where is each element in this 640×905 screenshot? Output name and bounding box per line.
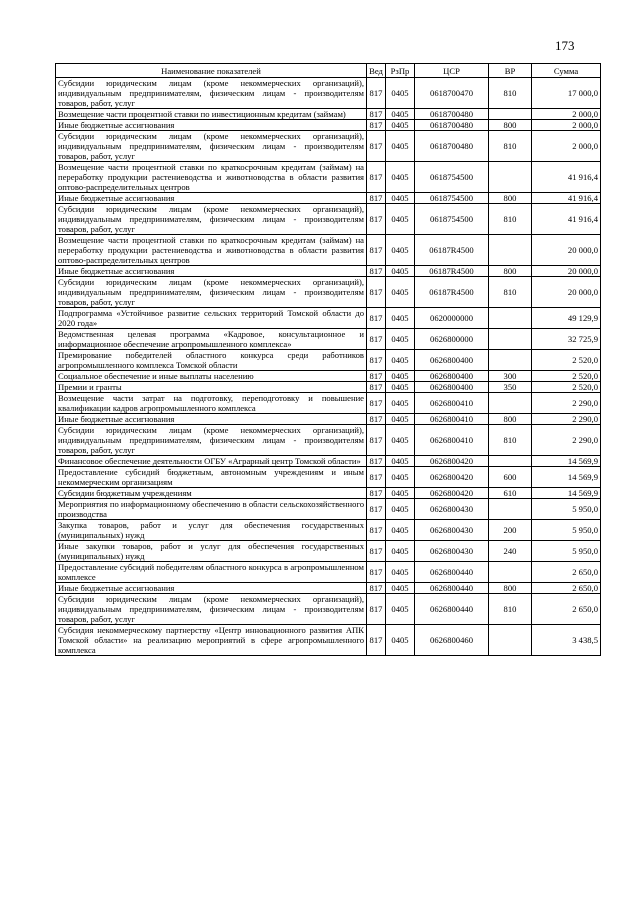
row-sum: 14 569,9 <box>532 467 601 488</box>
row-vr <box>489 393 532 414</box>
table-row <box>56 562 601 583</box>
row-csr: 0626800400 <box>415 382 489 393</box>
row-rzpr: 0405 <box>386 594 415 625</box>
row-name: Возмещение части процентной ставки по краткосрочным кредитам (займам) на переработку продукции растениеводства и животноводства в области развития оптово-распределительных центров <box>56 235 367 266</box>
row-ved: 817 <box>367 266 386 277</box>
row-sum: 5 950,0 <box>532 541 601 562</box>
row-ved: 817 <box>367 235 386 266</box>
row-name: Субсидии юридическим лицам (кроме некоммерческих организаций), индивидуальным предпринимателям, физическим лицам - производителям товаров, работ, услуг <box>56 131 367 162</box>
row-ved: 817 <box>367 371 386 382</box>
row-ved: 817 <box>367 562 386 583</box>
row-csr: 0626800430 <box>415 541 489 562</box>
table-row <box>56 414 601 425</box>
row-sum: 32 725,9 <box>532 329 601 350</box>
row-rzpr: 0405 <box>386 414 415 425</box>
table-row <box>56 541 601 562</box>
row-rzpr: 0405 <box>386 277 415 308</box>
row-name: Премирование победителей областного конкурса среди работников агропромышленного комплекса Томской области <box>56 350 367 371</box>
row-sum: 2 290,0 <box>532 414 601 425</box>
row-vr <box>489 350 532 371</box>
row-ved: 817 <box>367 456 386 467</box>
row-ved: 817 <box>367 78 386 109</box>
row-sum: 41 916,4 <box>532 162 601 193</box>
row-csr: 0626800430 <box>415 520 489 541</box>
row-csr: 0618700470 <box>415 78 489 109</box>
row-csr: 0626800000 <box>415 329 489 350</box>
row-csr: 0618700480 <box>415 120 489 131</box>
row-sum: 20 000,0 <box>532 235 601 266</box>
row-name: Социальное обеспечение и иные выплаты населению <box>56 371 367 382</box>
row-sum: 2 650,0 <box>532 594 601 625</box>
row-name: Возмещение части процентной ставки по краткосрочным кредитам (займам) на переработку продукции растениеводства и животноводства в области развития оптово-распределительных центров <box>56 162 367 193</box>
budget-table <box>55 63 601 656</box>
header-ved: Вед <box>367 64 386 78</box>
row-sum: 2 650,0 <box>532 562 601 583</box>
header-rzpr: РзПр <box>386 64 415 78</box>
row-vr: 810 <box>489 204 532 235</box>
row-name: Иные бюджетные ассигнования <box>56 414 367 425</box>
row-name: Субсидии юридическим лицам (кроме некоммерческих организаций), индивидуальным предпринимателям, физическим лицам - производителям товаров, работ, услуг <box>56 425 367 456</box>
row-rzpr: 0405 <box>386 520 415 541</box>
row-ved: 817 <box>367 162 386 193</box>
row-csr: 0620000000 <box>415 308 489 329</box>
row-csr: 0618700480 <box>415 131 489 162</box>
row-vr: 240 <box>489 541 532 562</box>
table-body <box>56 78 601 656</box>
row-csr: 0626800440 <box>415 583 489 594</box>
table-row <box>56 382 601 393</box>
row-rzpr: 0405 <box>386 120 415 131</box>
row-sum: 2 520,0 <box>532 350 601 371</box>
header-sum: Сумма <box>532 64 601 78</box>
row-ved: 817 <box>367 308 386 329</box>
row-vr: 610 <box>489 488 532 499</box>
row-vr <box>489 109 532 120</box>
row-name: Закупка товаров, работ и услуг для обеспечения государственных (муниципальных) нужд <box>56 520 367 541</box>
row-name: Иные бюджетные ассигнования <box>56 120 367 131</box>
table-row <box>56 425 601 456</box>
row-ved: 817 <box>367 329 386 350</box>
row-rzpr: 0405 <box>386 329 415 350</box>
row-csr: 0626800440 <box>415 594 489 625</box>
header-vr: ВР <box>489 64 532 78</box>
table-row <box>56 204 601 235</box>
row-csr: 0626800410 <box>415 414 489 425</box>
row-vr <box>489 329 532 350</box>
row-ved: 817 <box>367 425 386 456</box>
row-vr: 800 <box>489 193 532 204</box>
row-vr <box>489 562 532 583</box>
table-row <box>56 393 601 414</box>
table-row <box>56 488 601 499</box>
table-row <box>56 235 601 266</box>
table-row <box>56 371 601 382</box>
table-row <box>56 193 601 204</box>
table-row <box>56 131 601 162</box>
row-csr: 0626800440 <box>415 562 489 583</box>
row-rzpr: 0405 <box>386 425 415 456</box>
row-name: Иные бюджетные ассигнования <box>56 193 367 204</box>
row-sum: 17 000,0 <box>532 78 601 109</box>
table-row <box>56 308 601 329</box>
row-sum: 14 569,9 <box>532 456 601 467</box>
row-ved: 817 <box>367 277 386 308</box>
row-vr: 300 <box>489 371 532 382</box>
row-vr: 800 <box>489 414 532 425</box>
row-rzpr: 0405 <box>386 109 415 120</box>
row-name: Финансовое обеспечение деятельности ОГБУ «Аграрный центр Томской области» <box>56 456 367 467</box>
row-sum: 2 290,0 <box>532 393 601 414</box>
row-sum: 2 000,0 <box>532 109 601 120</box>
row-rzpr: 0405 <box>386 204 415 235</box>
row-sum: 2 520,0 <box>532 382 601 393</box>
row-csr: 0626800420 <box>415 488 489 499</box>
row-ved: 817 <box>367 499 386 520</box>
row-rzpr: 0405 <box>386 371 415 382</box>
row-name: Премии и гранты <box>56 382 367 393</box>
row-rzpr: 0405 <box>386 625 415 656</box>
row-ved: 817 <box>367 120 386 131</box>
row-vr: 810 <box>489 78 532 109</box>
header-csr: ЦСР <box>415 64 489 78</box>
row-csr: 0626800420 <box>415 467 489 488</box>
row-ved: 817 <box>367 541 386 562</box>
row-name: Иные закупки товаров, работ и услуг для обеспечения государственных (муниципальных) нужд <box>56 541 367 562</box>
row-rzpr: 0405 <box>386 562 415 583</box>
row-name: Иные бюджетные ассигнования <box>56 266 367 277</box>
row-csr: 0626800400 <box>415 371 489 382</box>
row-ved: 817 <box>367 488 386 499</box>
row-ved: 817 <box>367 467 386 488</box>
row-rzpr: 0405 <box>386 235 415 266</box>
row-name: Субсидии юридическим лицам (кроме некоммерческих организаций), индивидуальным предпринимателям, физическим лицам - производителям товаров, работ, услуг <box>56 277 367 308</box>
row-ved: 817 <box>367 520 386 541</box>
table-header-row <box>56 64 601 78</box>
row-name: Субсидии бюджетным учреждениям <box>56 488 367 499</box>
row-csr: 0626800460 <box>415 625 489 656</box>
row-name: Подпрограмма «Устойчивое развитие сельских территорий Томской области до 2020 года» <box>56 308 367 329</box>
row-csr: 0626800430 <box>415 499 489 520</box>
row-vr <box>489 308 532 329</box>
row-csr: 0618754500 <box>415 204 489 235</box>
row-rzpr: 0405 <box>386 131 415 162</box>
row-vr: 800 <box>489 266 532 277</box>
row-ved: 817 <box>367 414 386 425</box>
row-rzpr: 0405 <box>386 583 415 594</box>
row-rzpr: 0405 <box>386 499 415 520</box>
row-name: Субсидия некоммерческому партнерству «Центр инновационного развития АПК Томской области» на реализацию мероприятий в сфере агропромышленного комплекса <box>56 625 367 656</box>
row-sum: 20 000,0 <box>532 266 601 277</box>
row-rzpr: 0405 <box>386 78 415 109</box>
row-csr: 0618754500 <box>415 193 489 204</box>
row-csr: 0618754500 <box>415 162 489 193</box>
row-sum: 41 916,4 <box>532 193 601 204</box>
row-csr: 0618700480 <box>415 109 489 120</box>
row-sum: 2 000,0 <box>532 120 601 131</box>
row-ved: 817 <box>367 109 386 120</box>
table-row <box>56 456 601 467</box>
row-vr <box>489 499 532 520</box>
row-rzpr: 0405 <box>386 456 415 467</box>
table-row <box>56 350 601 371</box>
row-vr <box>489 625 532 656</box>
table-row <box>56 266 601 277</box>
table-row <box>56 499 601 520</box>
row-ved: 817 <box>367 583 386 594</box>
row-name: Мероприятия по информационному обеспечению в области сельскохозяйственного производства <box>56 499 367 520</box>
row-sum: 2 650,0 <box>532 583 601 594</box>
row-vr <box>489 456 532 467</box>
row-ved: 817 <box>367 625 386 656</box>
row-sum: 2 520,0 <box>532 371 601 382</box>
row-sum: 3 438,5 <box>532 625 601 656</box>
row-sum: 20 000,0 <box>532 277 601 308</box>
row-name: Иные бюджетные ассигнования <box>56 583 367 594</box>
row-name: Субсидии юридическим лицам (кроме некоммерческих организаций), индивидуальным предпринимателям, физическим лицам - производителям товаров, работ, услуг <box>56 204 367 235</box>
row-rzpr: 0405 <box>386 382 415 393</box>
table-row <box>56 162 601 193</box>
row-vr <box>489 162 532 193</box>
row-sum: 14 569,9 <box>532 488 601 499</box>
row-rzpr: 0405 <box>386 350 415 371</box>
table-row <box>56 467 601 488</box>
table-row <box>56 78 601 109</box>
row-csr: 06187R4500 <box>415 277 489 308</box>
row-ved: 817 <box>367 204 386 235</box>
row-sum: 49 129,9 <box>532 308 601 329</box>
row-csr: 06187R4500 <box>415 235 489 266</box>
row-rzpr: 0405 <box>386 541 415 562</box>
table-row <box>56 583 601 594</box>
table-row <box>56 277 601 308</box>
table-row <box>56 625 601 656</box>
row-csr: 0626800420 <box>415 456 489 467</box>
row-ved: 817 <box>367 382 386 393</box>
header-name: Наименование показателей <box>56 64 367 78</box>
table-row <box>56 329 601 350</box>
row-rzpr: 0405 <box>386 266 415 277</box>
row-ved: 817 <box>367 193 386 204</box>
row-vr: 810 <box>489 425 532 456</box>
row-csr: 0626800410 <box>415 425 489 456</box>
row-csr: 06187R4500 <box>415 266 489 277</box>
table-row <box>56 520 601 541</box>
row-sum: 41 916,4 <box>532 204 601 235</box>
row-vr: 810 <box>489 594 532 625</box>
row-vr: 810 <box>489 277 532 308</box>
row-rzpr: 0405 <box>386 488 415 499</box>
row-name: Возмещение части затрат на подготовку, переподготовку и повышение квалификации кадров агропромышленного комплекса <box>56 393 367 414</box>
table-row <box>56 109 601 120</box>
row-name: Субсидии юридическим лицам (кроме некоммерческих организаций), индивидуальным предпринимателям, физическим лицам - производителям товаров, работ, услуг <box>56 594 367 625</box>
row-sum: 5 950,0 <box>532 520 601 541</box>
row-vr: 200 <box>489 520 532 541</box>
row-vr: 810 <box>489 131 532 162</box>
table-row <box>56 594 601 625</box>
row-rzpr: 0405 <box>386 193 415 204</box>
row-rzpr: 0405 <box>386 308 415 329</box>
row-rzpr: 0405 <box>386 162 415 193</box>
row-csr: 0626800400 <box>415 350 489 371</box>
row-name: Субсидии юридическим лицам (кроме некоммерческих организаций), индивидуальным предпринимателям, физическим лицам - производителям товаров, работ, услуг <box>56 78 367 109</box>
row-name: Предоставление субсидий бюджетным, автономным учреждениям и иным некоммерческим организациям <box>56 467 367 488</box>
row-ved: 817 <box>367 594 386 625</box>
row-rzpr: 0405 <box>386 467 415 488</box>
row-sum: 5 950,0 <box>532 499 601 520</box>
row-ved: 817 <box>367 350 386 371</box>
row-vr: 350 <box>489 382 532 393</box>
row-sum: 2 000,0 <box>532 131 601 162</box>
row-ved: 817 <box>367 393 386 414</box>
row-name: Предоставление субсидий победителям областного конкурса в агропромышленном комплексе <box>56 562 367 583</box>
row-ved: 817 <box>367 131 386 162</box>
row-vr: 800 <box>489 583 532 594</box>
row-name: Возмещение части процентной ставки по инвестиционным кредитам (займам) <box>56 109 367 120</box>
row-vr <box>489 235 532 266</box>
row-rzpr: 0405 <box>386 393 415 414</box>
row-sum: 2 290,0 <box>532 425 601 456</box>
row-vr: 800 <box>489 120 532 131</box>
row-vr: 600 <box>489 467 532 488</box>
table-row <box>56 120 601 131</box>
page-number: 173 <box>555 38 575 53</box>
row-name: Ведомственная целевая программа «Кадровое, консультационное и информационное обеспечение агропромышленного комплекса» <box>56 329 367 350</box>
row-csr: 0626800410 <box>415 393 489 414</box>
